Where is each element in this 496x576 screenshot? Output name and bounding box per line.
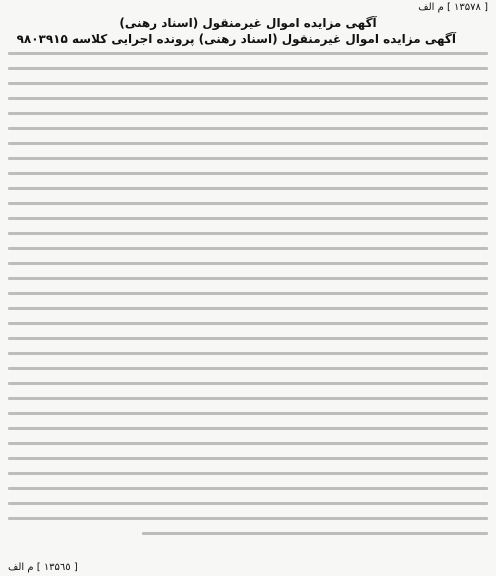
- body-text-line: [8, 247, 488, 250]
- body-text-line: [8, 82, 488, 85]
- notice-page-marker-top: [ ١٣۵٧٨ ] م الف: [418, 2, 488, 13]
- body-text-line: [8, 502, 488, 505]
- body-text-line: [8, 277, 488, 280]
- body-text-line: [8, 142, 488, 145]
- body-text-line: [8, 337, 488, 340]
- body-text-line: [8, 202, 488, 205]
- body-text-line: [8, 217, 488, 220]
- body-text-line: [8, 127, 488, 130]
- body-text-line: [8, 397, 488, 400]
- body-text-line: [8, 52, 488, 55]
- body-text-line: [8, 262, 488, 265]
- notice-title-line-1: آگهی مزایده اموال غیرمنقول (اسناد رهنی): [119, 16, 377, 30]
- body-text-line: [8, 427, 488, 430]
- body-text-line: [8, 112, 488, 115]
- notice-page-marker-bottom: [ ١٣۵٦٥ ] م الف: [8, 562, 78, 573]
- notice-body-text: [8, 52, 488, 552]
- body-text-line: [8, 487, 488, 490]
- body-text-line: [8, 457, 488, 460]
- body-text-line: [8, 322, 488, 325]
- body-text-line: [8, 67, 488, 70]
- body-text-line: [8, 232, 488, 235]
- body-text-line: [8, 442, 488, 445]
- body-text-line: [8, 157, 488, 160]
- body-text-line: [8, 517, 488, 520]
- body-text-line: [8, 292, 488, 295]
- body-text-line: [8, 367, 488, 370]
- body-text-line: [8, 472, 488, 475]
- body-text-line: [8, 172, 488, 175]
- body-text-line: [8, 187, 488, 190]
- body-text-line: [142, 532, 488, 535]
- body-text-line: [8, 412, 488, 415]
- body-text-line: [8, 382, 488, 385]
- body-text-line: [8, 97, 488, 100]
- body-text-line: [8, 352, 488, 355]
- notice-heading: [16, 15, 456, 47]
- notice-title-line-2: آگهی مزایده اموال غیرمنقول (اسناد رهنی) پرونده اجرایی کلاسه ٩٨٠٣٩١۵: [16, 32, 456, 46]
- body-text-line: [8, 307, 488, 310]
